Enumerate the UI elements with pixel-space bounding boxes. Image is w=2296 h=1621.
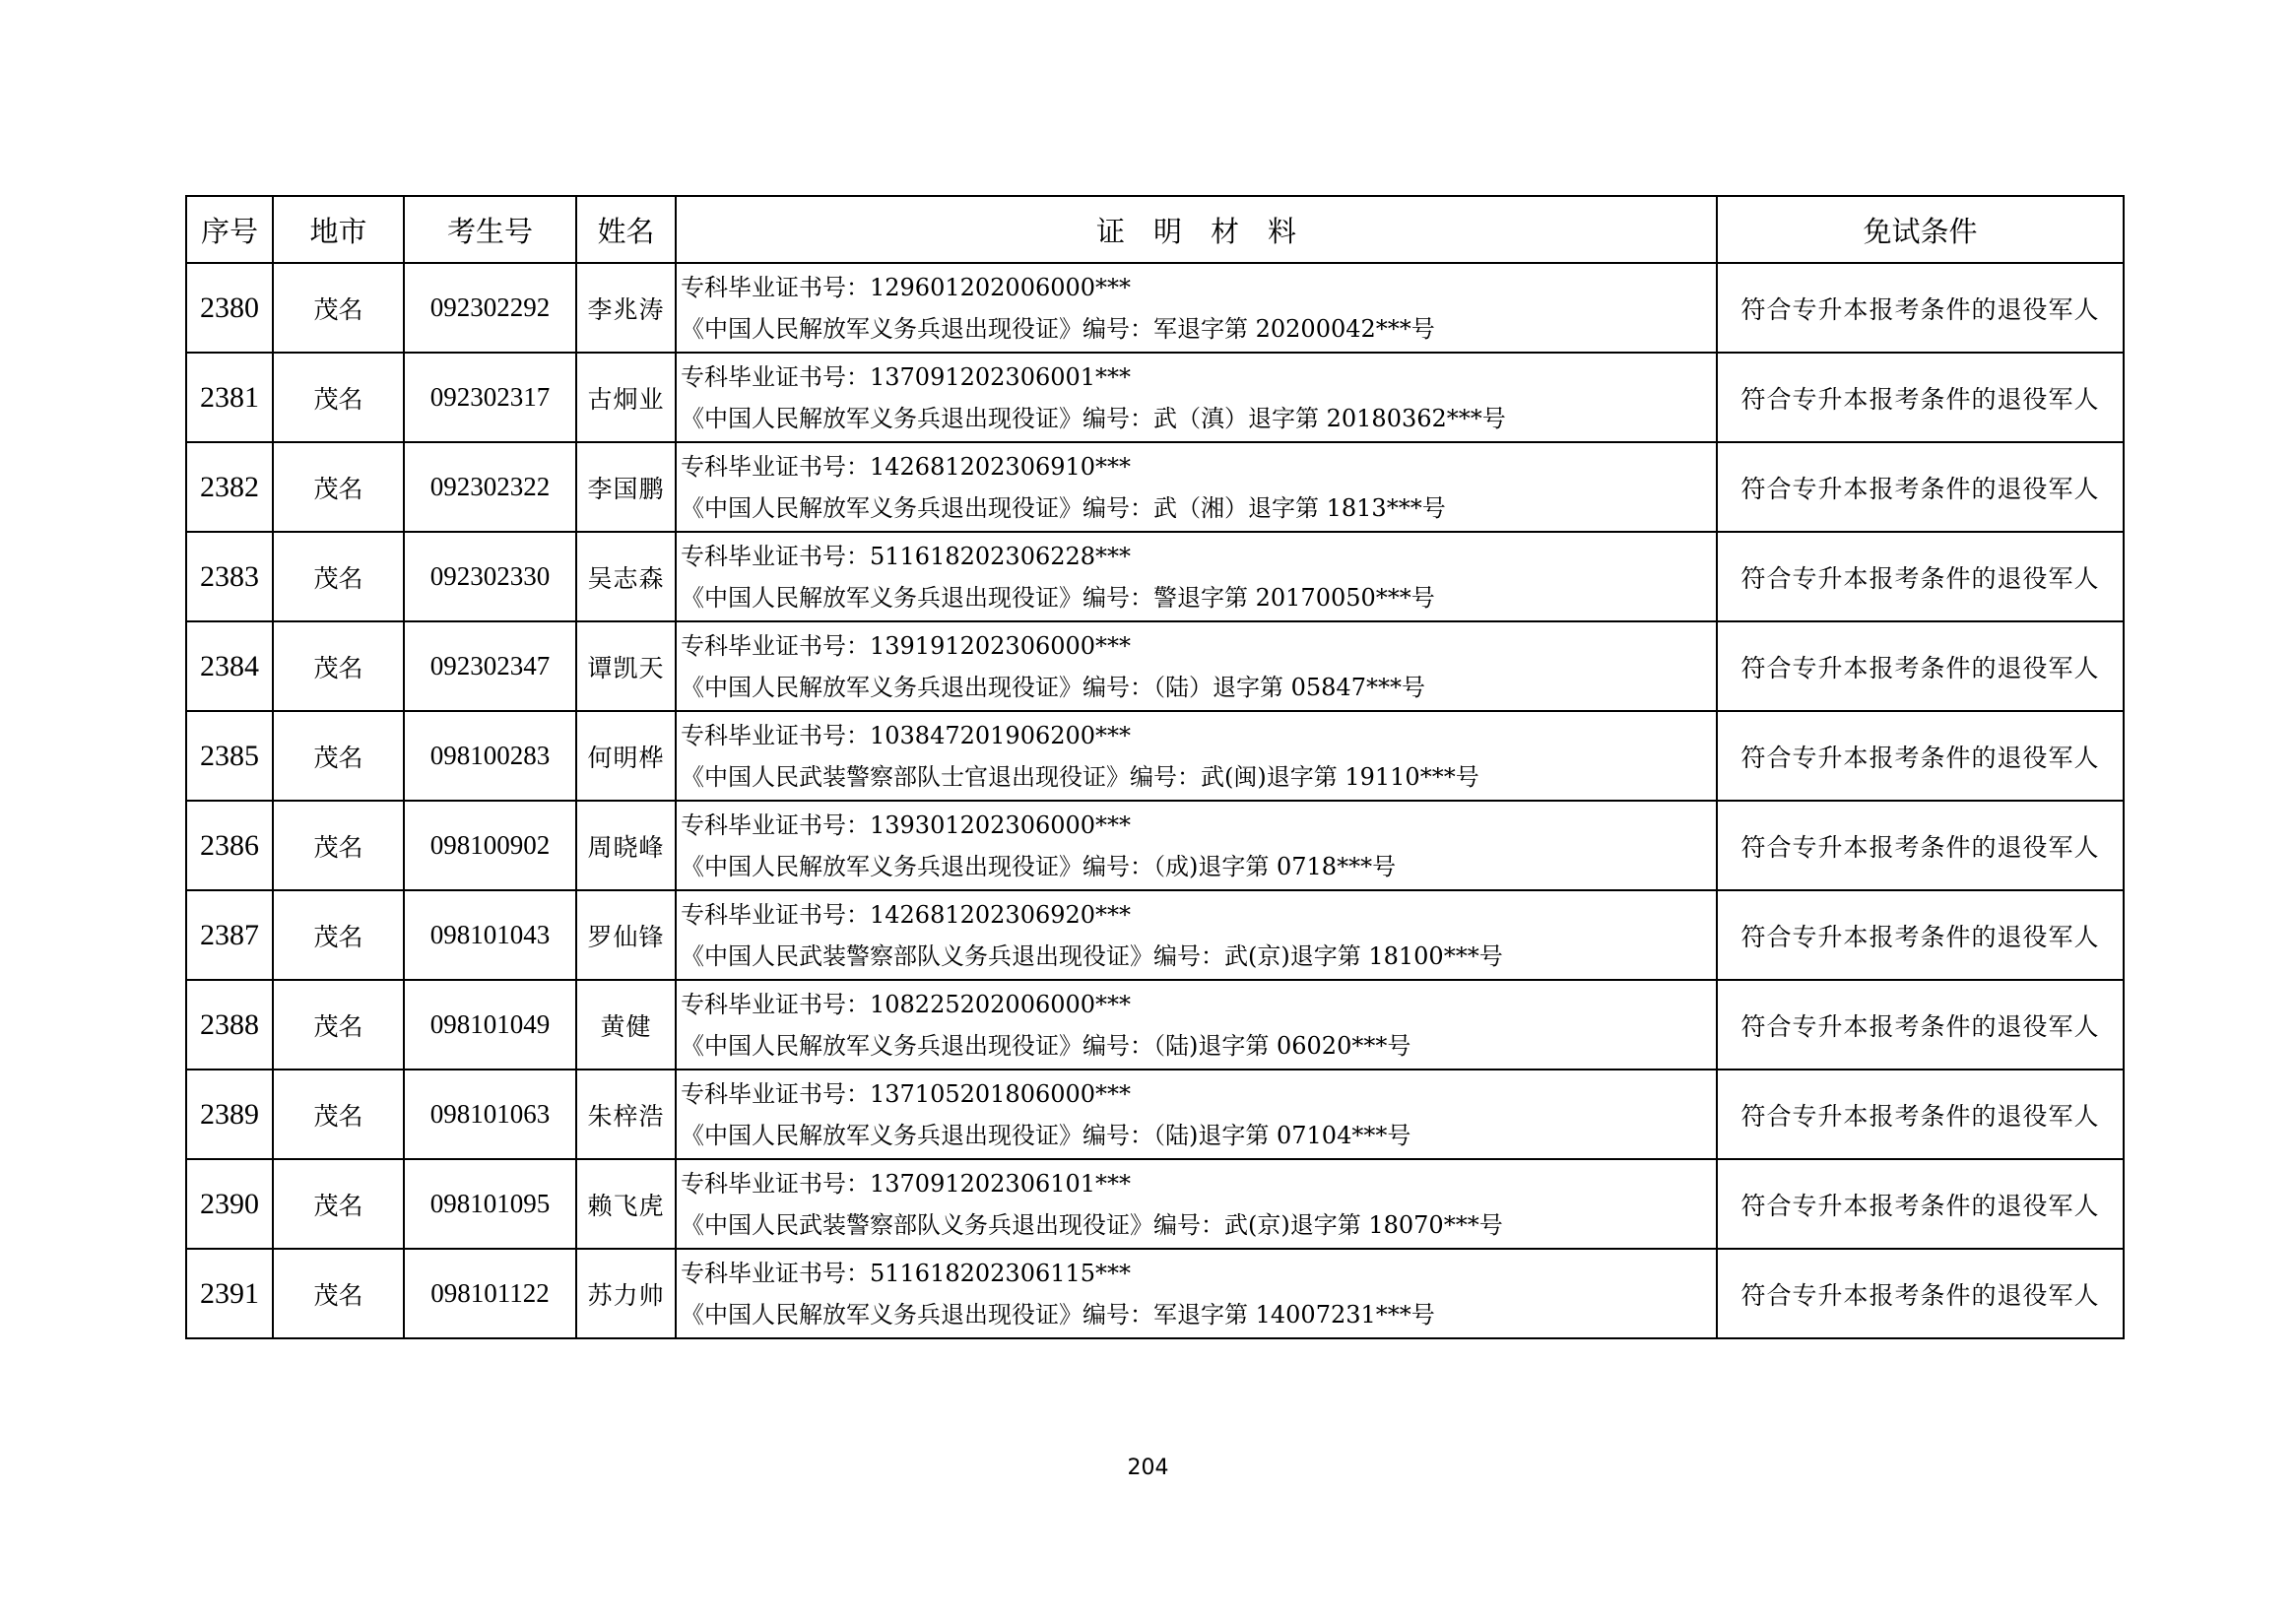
row-seq: 2391 [186, 1249, 273, 1338]
row-name: 朱梓浩 [576, 1070, 676, 1159]
table-row [186, 1159, 2124, 1249]
proof-diploma-line: 专科毕业证书号：511618202306115*** [681, 1259, 1132, 1287]
row-exam-no: 098101049 [404, 980, 576, 1070]
proof-diploma-line: 专科毕业证书号：142681202306920*** [681, 900, 1132, 929]
row-seq: 2383 [186, 532, 273, 621]
row-exam-no: 098101122 [404, 1249, 576, 1338]
row-condition: 符合专升本报考条件的退役军人 [1717, 353, 2124, 442]
row-exam-no: 092302322 [404, 442, 576, 532]
table-row [186, 353, 2124, 442]
row-name: 谭凯天 [576, 621, 676, 711]
table-row [186, 711, 2124, 801]
table-row [186, 263, 2124, 353]
proof-discharge-line: 《中国人民解放军义务兵退出现役证》编号：（成)退字第 0718***号 [681, 852, 1397, 880]
row-city: 茂名 [273, 1070, 404, 1159]
row-proof [676, 263, 1717, 353]
row-proof [676, 621, 1717, 711]
row-condition: 符合专升本报考条件的退役军人 [1717, 801, 2124, 890]
header-row [186, 196, 2124, 263]
row-seq: 2388 [186, 980, 273, 1070]
row-name: 吴志森 [576, 532, 676, 621]
row-city: 茂名 [273, 532, 404, 621]
row-name: 古炯业 [576, 353, 676, 442]
row-city: 茂名 [273, 980, 404, 1070]
row-city: 茂名 [273, 1159, 404, 1249]
row-condition: 符合专升本报考条件的退役军人 [1717, 621, 2124, 711]
row-name: 何明桦 [576, 711, 676, 801]
row-seq: 2382 [186, 442, 273, 532]
proof-diploma-line: 专科毕业证书号：139191202306000*** [681, 631, 1132, 660]
row-seq: 2385 [186, 711, 273, 801]
row-name: 周晓峰 [576, 801, 676, 890]
row-city: 茂名 [273, 890, 404, 980]
row-proof [676, 1070, 1717, 1159]
row-condition: 符合专升本报考条件的退役军人 [1717, 442, 2124, 532]
row-condition: 符合专升本报考条件的退役军人 [1717, 980, 2124, 1070]
row-seq: 2387 [186, 890, 273, 980]
row-city: 茂名 [273, 1249, 404, 1338]
proof-discharge-line: 《中国人民武装警察部队义务兵退出现役证》编号：武(京)退字第 18070***号 [681, 1210, 1503, 1239]
proof-diploma-line: 专科毕业证书号：142681202306910*** [681, 452, 1132, 481]
proof-diploma-line: 专科毕业证书号：511618202306228*** [681, 542, 1132, 570]
proof-diploma-line: 专科毕业证书号：139301202306000*** [681, 810, 1132, 839]
header-seq: 序号 [186, 196, 273, 263]
row-name: 苏力帅 [576, 1249, 676, 1338]
row-condition: 符合专升本报考条件的退役军人 [1717, 1070, 2124, 1159]
row-exam-no: 092302330 [404, 532, 576, 621]
table-row [186, 621, 2124, 711]
row-city: 茂名 [273, 711, 404, 801]
proof-discharge-line: 《中国人民解放军义务兵退出现役证》编号：武（湘）退字第 1813***号 [681, 493, 1446, 522]
row-proof [676, 353, 1717, 442]
header-city: 地市 [273, 196, 404, 263]
table-body [186, 263, 2124, 1338]
row-city: 茂名 [273, 263, 404, 353]
proof-discharge-line: 《中国人民解放军义务兵退出现役证》编号：军退字第 20200042***号 [681, 314, 1435, 343]
proof-diploma-line: 专科毕业证书号：108225202006000*** [681, 990, 1132, 1018]
proof-diploma-line: 专科毕业证书号：137105201806000*** [681, 1079, 1132, 1108]
row-seq: 2384 [186, 621, 273, 711]
row-exam-no: 098100902 [404, 801, 576, 890]
proof-discharge-line: 《中国人民解放军义务兵退出现役证》编号：军退字第 14007231***号 [681, 1300, 1435, 1329]
row-seq: 2386 [186, 801, 273, 890]
row-condition: 符合专升本报考条件的退役军人 [1717, 532, 2124, 621]
row-seq: 2390 [186, 1159, 273, 1249]
row-city: 茂名 [273, 801, 404, 890]
proof-discharge-line: 《中国人民解放军义务兵退出现役证》编号：警退字第 20170050***号 [681, 583, 1435, 612]
proof-diploma-line: 专科毕业证书号：137091202306101*** [681, 1169, 1132, 1198]
row-condition: 符合专升本报考条件的退役军人 [1717, 1159, 2124, 1249]
header-exam-no: 考生号 [404, 196, 576, 263]
row-proof [676, 532, 1717, 621]
row-proof [676, 980, 1717, 1070]
row-name: 黄健 [576, 980, 676, 1070]
proof-discharge-line: 《中国人民解放军义务兵退出现役证》编号：（陆)退字第 06020***号 [681, 1031, 1411, 1060]
table-row [186, 1249, 2124, 1338]
row-exam-no: 098101095 [404, 1159, 576, 1249]
row-city: 茂名 [273, 621, 404, 711]
proof-discharge-line: 《中国人民武装警察部队义务兵退出现役证》编号：武(京)退字第 18100***号 [681, 941, 1503, 970]
table-row [186, 980, 2124, 1070]
row-proof [676, 801, 1717, 890]
row-seq: 2389 [186, 1070, 273, 1159]
row-exam-no: 092302292 [404, 263, 576, 353]
exemption-list-table [185, 195, 2125, 1339]
row-proof [676, 1159, 1717, 1249]
row-exam-no: 098101043 [404, 890, 576, 980]
row-condition: 符合专升本报考条件的退役军人 [1717, 711, 2124, 801]
row-name: 李兆涛 [576, 263, 676, 353]
table-row [186, 442, 2124, 532]
header-condition: 免试条件 [1717, 196, 2124, 263]
proof-discharge-line: 《中国人民武装警察部队士官退出现役证》编号：武(闽)退字第 19110***号 [681, 762, 1479, 791]
proof-diploma-line: 专科毕业证书号：103847201906200*** [681, 721, 1132, 749]
row-exam-no: 098100283 [404, 711, 576, 801]
row-seq: 2380 [186, 263, 273, 353]
row-condition: 符合专升本报考条件的退役军人 [1717, 890, 2124, 980]
row-name: 李国鹏 [576, 442, 676, 532]
header-proof: 证 明 材 料 [676, 196, 1717, 263]
proof-discharge-line: 《中国人民解放军义务兵退出现役证》编号：武（滇）退字第 20180362***号 [681, 404, 1506, 432]
proof-diploma-line: 专科毕业证书号：137091202306001*** [681, 362, 1132, 391]
row-seq: 2381 [186, 353, 273, 442]
row-exam-no: 092302347 [404, 621, 576, 711]
table-row [186, 890, 2124, 980]
table-row [186, 1070, 2124, 1159]
row-city: 茂名 [273, 442, 404, 532]
table-row [186, 532, 2124, 621]
proof-diploma-line: 专科毕业证书号：129601202006000*** [681, 273, 1132, 301]
row-proof [676, 442, 1717, 532]
proof-discharge-line: 《中国人民解放军义务兵退出现役证》编号：（陆)退字第 07104***号 [681, 1121, 1411, 1149]
table-row [186, 801, 2124, 890]
page-number: 204 [1127, 1456, 1169, 1480]
row-name: 罗仙锋 [576, 890, 676, 980]
proof-discharge-line: 《中国人民解放军义务兵退出现役证》编号：（陆）退字第 05847***号 [681, 673, 1425, 701]
header-name: 姓名 [576, 196, 676, 263]
row-proof [676, 890, 1717, 980]
row-proof [676, 711, 1717, 801]
row-exam-no: 098101063 [404, 1070, 576, 1159]
row-name: 赖飞虎 [576, 1159, 676, 1249]
row-proof [676, 1249, 1717, 1338]
row-condition: 符合专升本报考条件的退役军人 [1717, 263, 2124, 353]
row-city: 茂名 [273, 353, 404, 442]
row-exam-no: 092302317 [404, 353, 576, 442]
row-condition: 符合专升本报考条件的退役军人 [1717, 1249, 2124, 1338]
